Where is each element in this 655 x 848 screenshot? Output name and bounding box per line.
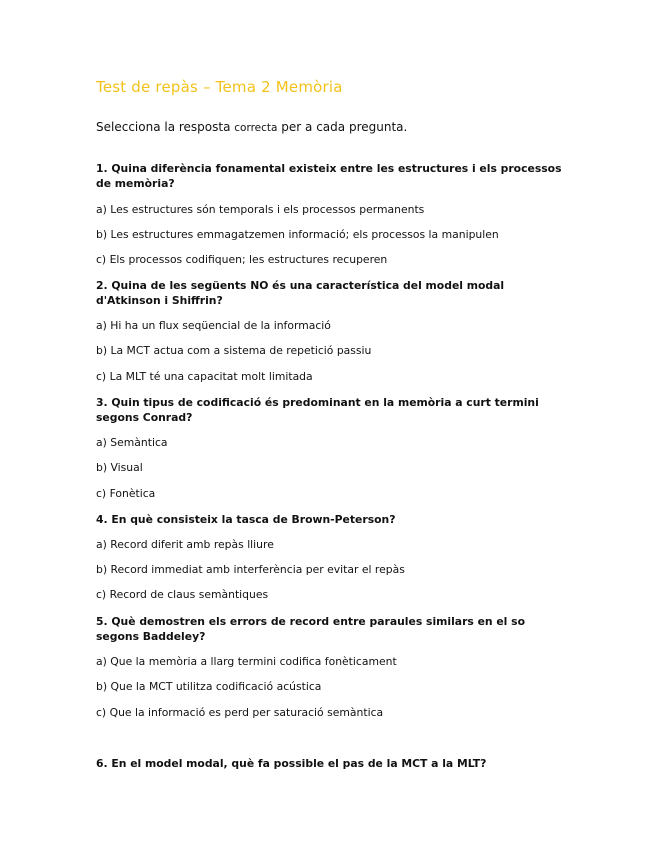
- question-4-option-c[interactable]: c) Record de claus semàntiques: [96, 588, 269, 601]
- question-2: 2. Quina de les següents NO és una característica del model modal d'Atkinson i Shiffrin?: [96, 279, 505, 307]
- question-6: 6. En el model modal, què fa possible el pas de la MCT a la MLT?: [96, 757, 487, 770]
- question-3: 3. Quin tipus de codificació és predominant en la memòria a curt termini segons Conrad?: [96, 396, 539, 424]
- question-1-option-a[interactable]: a) Les estructures són temporals i els processos permanents: [96, 203, 425, 216]
- question-3-option-c[interactable]: c) Fonètica: [96, 487, 156, 500]
- question-2-option-c[interactable]: c) La MLT té una capacitat molt limitada: [96, 370, 313, 383]
- question-1: 1. Quina diferència fonamental existeix entre les estructures i els processos de memòria?: [96, 162, 562, 190]
- instructions: [96, 120, 407, 134]
- instructions-emphasis: correcta: [234, 122, 278, 134]
- question-2-option-b[interactable]: b) La MCT actua com a sistema de repetició passiu: [96, 344, 372, 357]
- document-title: Test de repàs – Tema 2 Memòria: [96, 78, 343, 96]
- question-5-option-c[interactable]: c) Que la informació es perd per saturació semàntica: [96, 706, 384, 719]
- question-4-option-a[interactable]: a) Record diferit amb repàs lliure: [96, 538, 274, 551]
- instructions-start: Selecciona la resposta: [96, 120, 231, 134]
- question-4-option-b[interactable]: b) Record immediat amb interferència per evitar el repàs: [96, 563, 405, 576]
- question-3-option-a[interactable]: a) Semàntica: [96, 436, 168, 449]
- question-5: 5. Què demostren els errors de record entre paraules similars en el so segons Baddeley?: [96, 615, 525, 643]
- question-4: 4. En què consisteix la tasca de Brown-Peterson?: [96, 513, 396, 526]
- instructions-end: per a cada pregunta.: [281, 120, 408, 134]
- question-5-option-b[interactable]: b) Que la MCT utilitza codificació acústica: [96, 680, 322, 693]
- question-5-option-a[interactable]: a) Que la memòria a llarg termini codifica fonèticament: [96, 655, 397, 668]
- question-2-option-a[interactable]: a) Hi ha un flux seqüencial de la informació: [96, 319, 331, 332]
- question-1-option-b[interactable]: b) Les estructures emmagatzemen informació; els processos la manipulen: [96, 228, 499, 241]
- question-1-option-c[interactable]: c) Els processos codifiquen; les estructures recuperen: [96, 253, 388, 266]
- question-3-option-b[interactable]: b) Visual: [96, 461, 143, 474]
